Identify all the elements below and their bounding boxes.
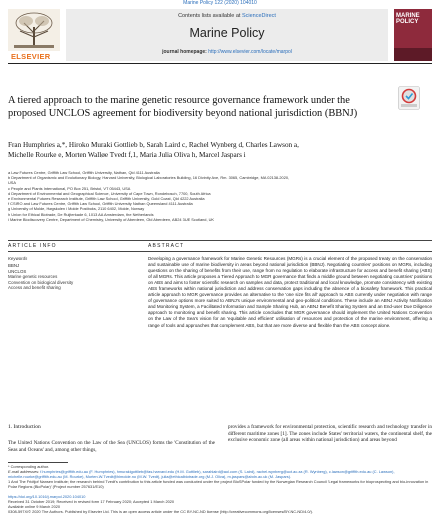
footnotes xyxy=(8,464,432,489)
journal-masthead xyxy=(8,9,432,64)
corresponding-author-note: * Corresponding author. xyxy=(8,464,50,469)
homepage-prefix: journal homepage: xyxy=(162,49,207,55)
article-title: A tiered approach to the marine genetic resource governance framework under the proposed UNCLOS agreement for biodiversity beyond national jurisdiction (BBNJ) xyxy=(8,95,358,119)
abstract-text: Developing a governance framework for Marine Genetic Resources (MGRs) is a crucial element of the proposed treaty on the conservation and sustainable use of marine biodiversity in areas beyond national jurisdiction (BBNJ). Negotiating countries' positions on MGRs, including questions on the sharing of benefits from their use, range from no regulation to elaborate infrastructure for access and benefit sharing (ABS) of all MGRs. This article proposes a Tiered Approach to MGR governance that finds a middle ground between negotiating countries' positions on ABS and aims to foster scientific research on samples and data, protect traditional and local knowledge, promote consistency with existing ABS frameworks within national jurisdiction and address conservation gaps including the absence of a biosafety framework. This practical article approach to MGR governance provides an alternative to the 'one size fits all' approach to ABS currently under negotiation with range of governance options more suited to ABNJ's unique environmental and geo-political conditions. These include an ABNJ Activity Notification and Monitoring System, a Facilitated Information and Sample Sharing Hub, an ABNJ Benefit Sharing System and an End-user Due Diligence approach to monitoring and benefit sharing. This article concludes that MGR governance should implement the United Nations Convention on the Law of the Sea's vision for an 'equitable and efficient' utilisation of resources and protection of the marine environment, offering a range of tools and approaches that complement ABS, but that are more diverse and flexible than the ABS concept alone. xyxy=(148,256,432,328)
abstract-heading: ABSTRACT xyxy=(148,243,185,249)
authors-line-2: Michelle Rourke e, Morten Walløe Tvedt f,1, Maria Julia Oliva h, Marcel Jaspars i xyxy=(8,151,246,159)
email-list[interactable]: f.humphries@griffith.edu.au (F. Humphries), hmurakigottlieb@fas.harvard.edu (H.M. Gottlieb), sarahlaird@aol.com (S. Laird), rachel.wynberg@uct.ac.za (R. Wynberg), c.lawson@griffith.edu.au (C. Lawson), michelle.rourke@griffith.edu.au (M. Rourke), Morten.W.Tvedt@himolde.no (M.W. Tvedt), julia@ethicalbiotrade.org (M.J. Oliva), m.jaspars@abdn.ac.uk (M. Jaspars). xyxy=(8,469,395,480)
affiliation: d Department of Environmental and Geographical Science, University of Cape Town, Rondebosch, 7700, South Africa xyxy=(8,190,211,196)
homepage-line xyxy=(66,49,388,55)
footnote-rule xyxy=(8,462,68,463)
emails-label: E-mail addresses: xyxy=(8,469,40,475)
affiliation: h Union for Ethical Biotrade, De Ruijterkade 6, 1013 AA Amsterdam, the Netherlands xyxy=(8,211,154,217)
crossmark-badge[interactable] xyxy=(398,86,420,110)
divider xyxy=(8,240,432,241)
affiliation: f CSIRO and Law Futures Centre, Griffith Law School, Griffith University Nathan Queensland 4111 Australia xyxy=(8,201,193,207)
sciencedirect-link[interactable]: ScienceDirect xyxy=(241,13,276,19)
journal-title: Marine Policy xyxy=(189,26,265,40)
crossmark-icon xyxy=(398,86,420,110)
keyword: Access and benefit sharing xyxy=(8,285,61,291)
affiliations xyxy=(8,170,432,222)
affiliation: c People and Plants International, PO Box 251, Bristol, VT 05443, USA xyxy=(8,185,131,191)
journal-reference[interactable]: Marine Policy 122 (2020) 104010 xyxy=(183,0,257,6)
affiliation: USA xyxy=(8,180,16,186)
article-info-heading: ARTICLE INFO xyxy=(8,243,57,249)
elsevier-tree-icon xyxy=(8,9,60,51)
cover-strip xyxy=(394,48,432,61)
keywords-list xyxy=(8,263,73,291)
doi-block xyxy=(8,494,432,514)
footnote-1: 1 And The Fridtjof Nansen Institute; the research behind Tvedt's contribution to this article funded was conducted under the project BioSPolar funded by the Norwegian Research Council 'Legal frameworks for bioprospecting and bio-innovation in Polar Regions (BioPolar)' (Project number 257631/E10) xyxy=(8,479,429,490)
affiliation: e Environmental Futures Research Institute, Griffith Law School, Griffith University, Gold Coast, Qld 4222 Australia xyxy=(8,196,205,202)
received-dates: Received 31 October 2019; Received in revised form 17 February 2020; Accepted 1 March 2020 xyxy=(8,499,175,505)
intro-paragraph-right: provides a framework for environmental protection, scientific research and technology transfer in different maritime zones [1]. The zones include States' territorial waters, the continental shelf, the exclusive economic zone (all areas within national jurisdiction) and areas beyond xyxy=(228,424,432,444)
divider xyxy=(8,251,432,252)
intro-paragraph-left: The United Nations Convention on the Law of the Sea (UNCLOS) forms the 'Constitution of the Seas and Oceans' and, among other things, xyxy=(8,440,215,453)
author-list xyxy=(8,140,428,160)
keywords-label: Keywords xyxy=(8,256,28,261)
affiliation: i Marine Biodiscovery Centre, Department of Chemistry, University of Aberdeen, Old Aberdeen, AB24 3UE Scotland, UK xyxy=(8,216,215,222)
affiliation: a Law Futures Centre, Griffith Law School, Griffith University, Nathan, Qld 4111 Australia xyxy=(8,170,160,175)
keyword: Marine genetic resources xyxy=(8,274,58,280)
section-heading-introduction: 1. Introduction xyxy=(8,424,41,430)
online-date: Available online 9 March 2020 xyxy=(8,504,61,510)
license-statement: 0308-597X/© 2020 The Authors. Published by Elsevier Ltd. This is an open access article under the CC BY-NC-ND license (http://creativecommons.org/licenses/BY-NC-ND/4.0/). xyxy=(8,509,313,515)
affiliation: g University of Molde, Høgskolen i Molde Postboks, 2110 6402, Molde, Norway xyxy=(8,206,145,212)
authors-line-1: Fran Humphries a,*, Hiroko Muraki Gottlieb b, Sarah Laird c, Rachel Wynberg d, Charles Lawson a, xyxy=(8,141,299,149)
homepage-link[interactable]: http://www.elsevier.com/locate/marpol xyxy=(208,49,292,55)
elsevier-logo xyxy=(8,9,60,61)
cover-title: MARINE POLICY xyxy=(396,13,420,25)
contents-line xyxy=(66,13,388,19)
affiliation: b Department of Organismic and Evolutionary Biology, Harvard University, Biological Laboratories Building, 16 Divinity Ave, Rm. 3065, Cambridge, MA 02138-2020, xyxy=(8,175,290,181)
email-addresses xyxy=(8,469,432,479)
doi-link[interactable]: https://doi.org/10.1016/j.marpol.2020.104010 xyxy=(8,494,86,499)
publisher-name: ELSEVIER xyxy=(11,52,51,61)
contents-prefix: Contents lists available at xyxy=(178,13,241,19)
journal-cover xyxy=(394,9,432,61)
keyword: UNCLOS xyxy=(8,268,27,274)
keyword: BBNJ xyxy=(8,263,20,268)
masthead-center xyxy=(66,9,388,61)
keyword: Convention on biological diversity xyxy=(8,279,74,285)
